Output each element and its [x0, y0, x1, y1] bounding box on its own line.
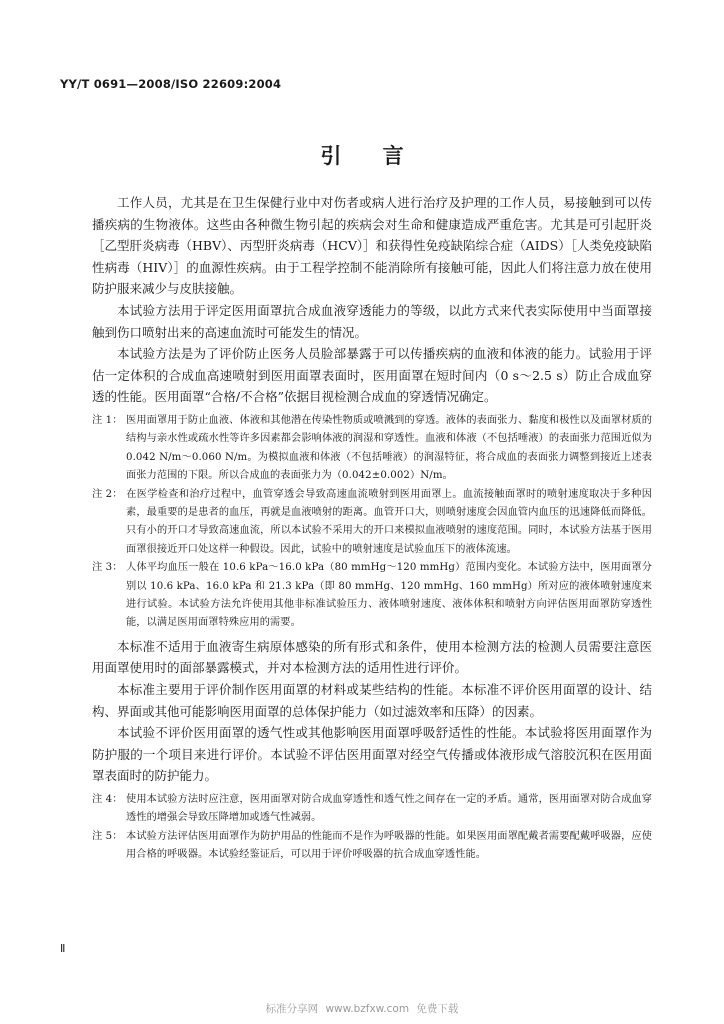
note — [92, 412, 652, 486]
note — [92, 559, 652, 633]
paragraph-group-b — [92, 636, 652, 787]
footer-url[interactable]: www.bzfxw.com — [325, 1003, 410, 1015]
note-label: 注 1： — [92, 414, 123, 426]
standard-code: YY/T 0691—2008/ISO 22609:2004 — [60, 77, 282, 91]
note — [92, 828, 652, 865]
paragraph-group-a — [92, 192, 652, 408]
paragraph: 本试验方法是为了评价防止医务人员脸部暴露于可以传播疾病的血液和体液的能力。试验用于评估一定体积的合成血高速喷射到医用面罩表面时，医用面罩在短时间内（0 s～2.5 s）防止合成血穿透的性能。医用面罩“合格/不合格”依据目视检测合成血的穿透情况确定。 — [92, 346, 652, 405]
note-label: 注 5： — [92, 830, 123, 842]
footer-site-name: 标准分享网 — [265, 1003, 319, 1015]
note — [92, 791, 652, 828]
paragraph: 本试验方法用于评定医用面罩抗合成血液穿透能力的等级，以此方式来代表实际使用中当面罩接触到伤口喷射出来的高速血流时可能发生的情况。 — [92, 302, 652, 340]
document-body — [92, 192, 652, 868]
note-label: 注 4： — [92, 793, 123, 805]
note-text: 使用本试验方法时应注意，医用面罩对防合成血穿透性和透气性之间存在一定的矛盾。通常，医用面罩对防合成血穿透性的增强会导致压降增加或透气性减弱。 — [126, 793, 652, 824]
note-text: 人体平均血压一般在 10.6 kPa～16.0 kPa（80 mmHg～120 mmHg）范围内变化。本试验方法中，医用面罩分别以 10.6 kPa、16.0 kPa 和 21.3 kPa（即 80 mmHg、120 mmHg、160 mmHg）所对应的液体喷射速度来进行试验。本试验方法允许使用其他非标准试验压力、液体喷射速度、液体体积和喷射方向评估医用面罩防穿透性能，以满足医用面罩特殊应用的需要。 — [126, 562, 652, 629]
paragraph: 本标准不适用于血液寄生病原体感染的所有形式和条件，使用本检测方法的检测人员需要注意医用面罩使用时的面部暴露模式，并对本检测方法的适用性进行评价。 — [92, 638, 652, 676]
note — [92, 486, 652, 560]
notes-group-a — [92, 412, 652, 633]
note-label: 注 3： — [92, 562, 123, 574]
note-text: 医用面罩用于防止血液、体液和其他潜在传染性物质或喷溅到的穿透。液体的表面张力、黏度和极性以及面罩材质的结构与亲水性或疏水性等许多因素都会影响体液的润湿和穿透性。血液和体液（不包括唾液）的表面张力范围近似为 0.042 N/m～0.060 N/m。为模拟血液和体液（不包括唾液）的润湿特征，将合成血的表面张力调整到接近上述表面张力范围的下限。所以合成血的表面张力为（0.042±0.002）N/m。 — [126, 414, 652, 482]
note-text: 在医学检查和治疗过程中，血管穿透会导致高速血流喷射到医用面罩上。血流接触面罩时的喷射速度取决于多种因素，最重要的是患者的血压，再就是血液喷射的距离。血管开口大，则喷射速度会因血管内血压的迅速降低而降低。只有小的开口才导致高速血流，所以本试验不采用大的开口来模拟血液喷射的速度范围。同时，本试验方法基于医用面罩很接近开口处这样一种假设。因此，试验中的喷射速度是试验血压下的液体流速。 — [126, 488, 652, 555]
paragraph: 本试验不评价医用面罩的透气性或其他影响医用面罩呼吸舒适性的性能。本试验将医用面罩作为防护服的一个项目来进行评价。本试验不评估医用面罩对经空气传播或体液形成气溶胶沉积在医用面罩表面时的防护能力。 — [92, 725, 652, 784]
notes-group-b — [92, 791, 652, 865]
page-number: Ⅱ — [60, 942, 66, 955]
footer-download-text: 免费下载 — [416, 1003, 459, 1015]
note-text: 本试验方法评估医用面罩作为防护用品的性能而不是作为呼吸器的性能。如果医用面罩配戴者需要配戴呼吸器，应使用合格的呼吸器。本试验经鉴证后，可以用于评价呼吸器的抗合成血穿透性能。 — [126, 830, 652, 861]
paragraph: 本标准主要用于评价制作医用面罩的材料或某些结构的性能。本标准不评价医用面罩的设计、结构、界面或其他可能影响医用面罩的总体保护能力（如过滤效率和压降）的因素。 — [92, 682, 652, 719]
page-title: 引 言 — [320, 144, 404, 168]
note-label: 注 2： — [92, 488, 123, 500]
paragraph: 工作人员，尤其是在卫生保健行业中对伤者或病人进行治疗及护理的工作人员，易接触到可以传播疾病的生物液体。这些由各种微生物引起的疾病会对生命和健康造成严重危害。尤其是可引起肝炎［乙型肝炎病毒（HBV）、丙型肝炎病毒（HCV）］和获得性免疫缺陷综合症（AIDS）［人类免疫缺陷性病毒（HIV）］的血源性疾病。由于工程学控制不能消除所有接触可能，因此人们将注意力放在使用防护服来减少与皮肤接触。 — [92, 195, 652, 297]
footer-watermark — [0, 1001, 724, 1016]
